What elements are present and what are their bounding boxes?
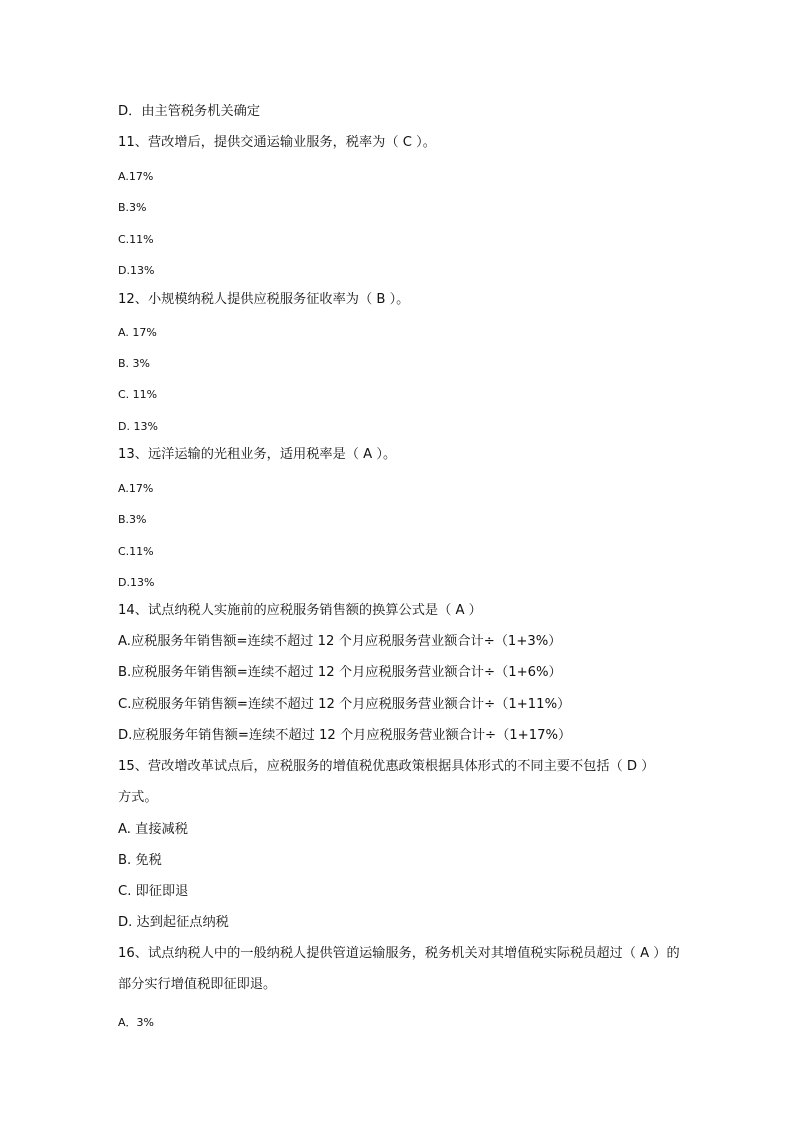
option-line: D.13%: [118, 576, 155, 589]
question-15: 15、营改增改革试点后，应税服务的增值税优惠政策根据具体形式的不同主要不包括（ D ）: [118, 759, 655, 774]
option-line: A. 17%: [118, 326, 157, 339]
question-15-continued: 方式。: [118, 790, 158, 805]
option-line: C. 即征即退: [118, 884, 189, 899]
option-line: C. 11%: [118, 388, 158, 401]
option-line: A.应税服务年销售额=连续不超过 12 个月应税服务营业额合计÷（1+3%）: [118, 634, 562, 649]
option-line: A.17%: [118, 170, 154, 183]
option-line: B. 免税: [118, 853, 162, 868]
question-12: 12、小规模纳税人提供应税服务征收率为（ B ）。: [118, 292, 410, 307]
question-16: 16、试点纳税人中的一般纳税人提供管道运输服务，税务机关对其增值税实际税员超过（ A ）的: [118, 946, 680, 961]
option-line: C.应税服务年销售额=连续不超过 12 个月应税服务营业额合计÷（1+11%）: [118, 697, 571, 712]
option-line: C.11%: [118, 233, 154, 246]
option-line: A. 直接减税: [118, 822, 188, 837]
option-line: D. 达到起征点纳税: [118, 915, 229, 930]
option-line: D.应税服务年销售额=连续不超过 12 个月应税服务营业额合计÷（1+17%）: [118, 728, 572, 743]
text-line: D．由主管税务机关确定: [118, 104, 261, 119]
option-line: C.11%: [118, 545, 154, 558]
option-line: B.3%: [118, 201, 147, 214]
option-line: B.应税服务年销售额=连续不超过 12 个月应税服务营业额合计÷（1+6%）: [118, 665, 562, 680]
option-line: B. 3%: [118, 357, 150, 370]
option-line: A．3%: [118, 1016, 154, 1029]
question-11: 11、营改增后，提供交通运输业服务，税率为（ C ）。: [118, 135, 436, 150]
option-line: D. 13%: [118, 420, 158, 433]
question-14: 14、试点纳税人实施前的应税服务销售额的换算公式是（ A ）: [118, 603, 482, 618]
option-line: A.17%: [118, 482, 154, 495]
question-13: 13、远洋运输的光租业务，适用税率是（ A ）。: [118, 447, 397, 462]
question-16-continued: 部分实行增值税即征即退。: [118, 977, 277, 992]
option-line: B.3%: [118, 513, 147, 526]
option-line: D.13%: [118, 264, 155, 277]
